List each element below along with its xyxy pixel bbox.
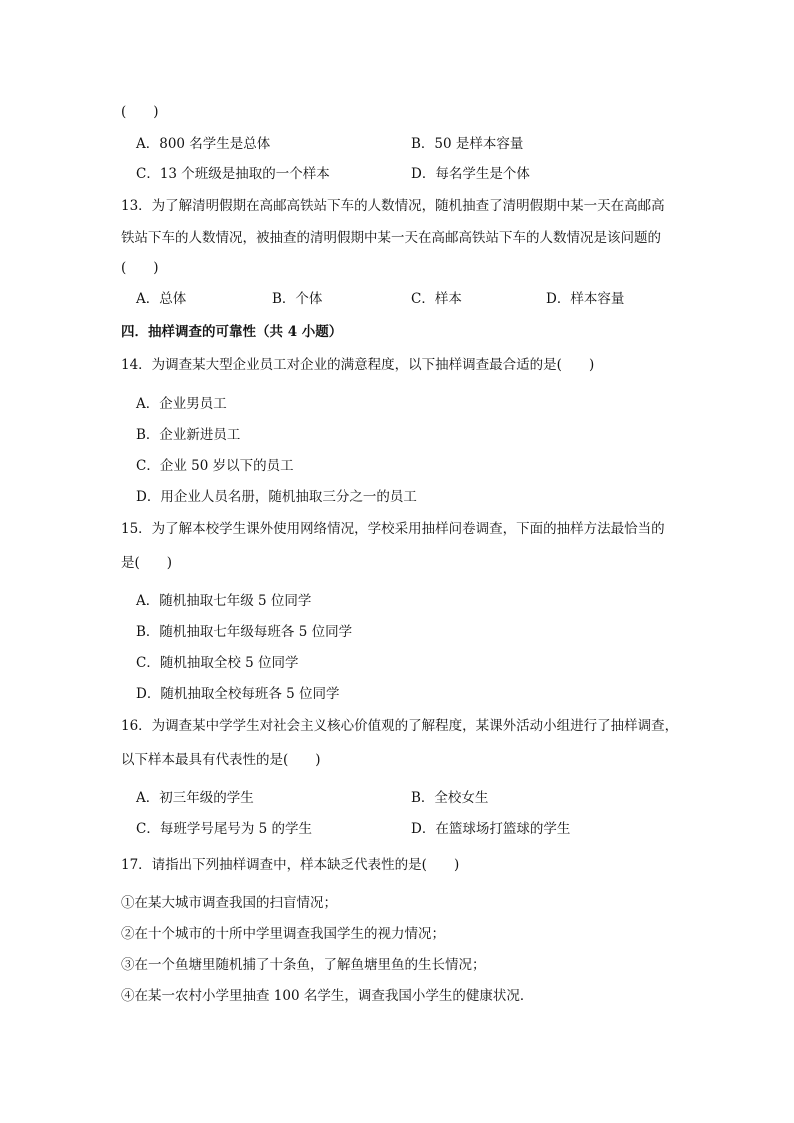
q12-paren: ( ): [121, 104, 159, 120]
q12-option-b: B．50 是样本容量: [411, 136, 524, 152]
q14-stem: 14．为调查某大型企业员工对企业的满意程度，以下抽样调查最合适的是( ): [121, 357, 595, 373]
q15-option-b: B．随机抽取七年级每班各 5 位同学: [136, 624, 353, 640]
q12-option-a: A．800 名学生是总体: [136, 136, 271, 152]
q14-option-d: D．用企业人员名册，随机抽取三分之一的员工: [136, 489, 417, 505]
q15-stem-line1: 15．为了解本校学生课外使用网络情况，学校采用抽样问卷调查，下面的抽样方法最恰当的: [121, 521, 665, 537]
q16-option-c: C．每班学号尾号为 5 的学生: [136, 821, 313, 837]
q13-paren: ( ): [121, 260, 159, 276]
q15-stem-line2: 是( ): [121, 555, 173, 571]
q16-option-a: A．初三年级的学生: [136, 790, 254, 806]
q13-option-c: C．样本: [411, 291, 462, 307]
q13-stem-line2: 铁站下车的人数情况，被抽查的清明假期中某一天在高邮高铁站下车的人数情况是该问题的: [121, 230, 661, 246]
q15-option-a: A．随机抽取七年级 5 位同学: [136, 593, 312, 609]
q16-stem-line1: 16．为调查某中学学生对社会主义核心价值观的了解程度，某课外活动小组进行了抽样调查，: [121, 718, 679, 734]
q12-option-c: C．13 个班级是抽取的一个样本: [136, 166, 330, 182]
q16-option-b: B．全校女生: [411, 790, 489, 806]
q17-item-2: ②在十个城市的十所中学里调查我国学生的视力情况；: [121, 926, 445, 942]
q15-option-c: C．随机抽取全校 5 位同学: [136, 655, 299, 671]
q14-option-b: B．企业新进员工: [136, 427, 241, 443]
q13-option-d: D．样本容量: [546, 291, 625, 307]
q17-item-3: ③在一个鱼塘里随机捕了十条鱼，了解鱼塘里鱼的生长情况；: [121, 957, 486, 973]
q16-stem-line2: 以下样本最具有代表性的是( ): [121, 752, 321, 768]
q17-item-1: ①在某大城市调查我国的扫盲情况；: [121, 895, 337, 911]
q14-option-c: C．企业 50 岁以下的员工: [136, 458, 294, 474]
q12-option-d: D．每名学生是个体: [411, 166, 530, 182]
q16-option-d: D．在篮球场打篮球的学生: [411, 821, 571, 837]
q17-item-4: ④在某一农村小学里抽查 100 名学生，调查我国小学生的健康状况．: [121, 988, 534, 1004]
q13-option-b: B．个体: [272, 291, 323, 307]
q14-option-a: A．企业男员工: [136, 396, 227, 412]
q13-stem-line1: 13．为了解清明假期在高邮高铁站下车的人数情况，随机抽查了清明假期中某一天在高邮高: [121, 198, 665, 214]
q15-option-d: D．随机抽取全校每班各 5 位同学: [136, 686, 340, 702]
q17-stem: 17．请指出下列抽样调查中，样本缺乏代表性的是( ): [121, 857, 460, 873]
q13-option-a: A．总体: [136, 291, 187, 307]
section-heading: 四．抽样调查的可靠性（共 4 小题）: [121, 324, 343, 340]
